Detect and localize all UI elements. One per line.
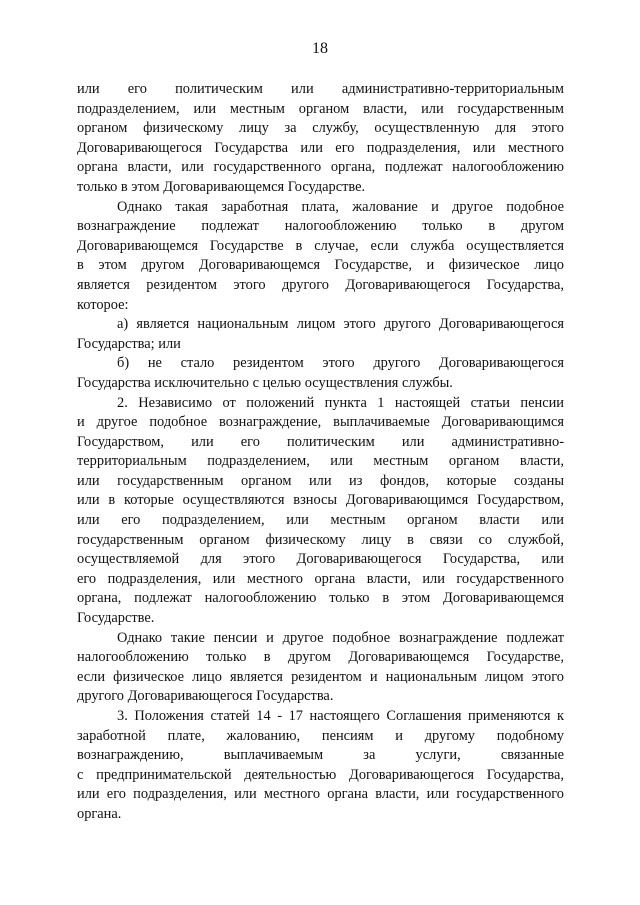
paragraph bbox=[77, 80, 564, 198]
text-line: вознаграждение подлежат налогообложению только в другом bbox=[77, 218, 564, 235]
document-body bbox=[77, 80, 564, 825]
paragraph bbox=[77, 707, 564, 825]
text-line: органа. bbox=[77, 805, 122, 822]
paragraph bbox=[77, 315, 564, 354]
text-line: Однако такая заработная плата, жалование и другое подобное bbox=[117, 198, 564, 215]
text-line: государственным органом физическому лицу в связи со службой, bbox=[77, 531, 564, 548]
text-line: или государственным органом или из фондов, которые созданы bbox=[77, 472, 564, 489]
text-line: 3. Положения статей 14 - 17 настоящего Соглашения применяются к bbox=[117, 708, 564, 724]
text-line: Договаривающемся Государстве в случае, если служба осуществляется bbox=[77, 237, 564, 254]
text-line: только в этом Договаривающемся Государстве. bbox=[77, 178, 366, 195]
text-line: территориальным подразделением, или местным органом власти, bbox=[77, 453, 564, 470]
text-line: Однако такие пенсии и другое подобное вознаграждение подлежат bbox=[117, 629, 564, 646]
text-line: или в которые осуществляются взносы Договаривающимся Государством, bbox=[77, 492, 564, 509]
text-line: 2. Независимо от положений пункта 1 настоящей статьи пенсии bbox=[117, 394, 564, 411]
text-line: органом физическому лицу за службу, осуществленную для этого bbox=[77, 120, 564, 137]
text-line: Государстве. bbox=[77, 610, 155, 627]
text-line: и другое подобное вознаграждение, выплачиваемые Договаривающимся bbox=[77, 414, 564, 431]
page-number: 18 bbox=[312, 40, 328, 57]
text-line: Государства исключительно с целью осуществления службы. bbox=[77, 374, 453, 391]
paragraph bbox=[77, 198, 564, 316]
text-line: является резидентом этого другого Договаривающегося Государства, bbox=[77, 276, 564, 293]
text-line: или его подразделением, или местным органом власти или bbox=[77, 512, 564, 529]
text-line: подразделением, или местным органом власти, или государственным bbox=[77, 100, 564, 117]
text-line: заработной плате, жалованию, пенсиям и другому подобному bbox=[77, 727, 564, 744]
text-line: а) является национальным лицом этого другого Договаривающегося bbox=[117, 316, 564, 333]
text-line: органа власти, или государственного органа, подлежат налогообложению bbox=[77, 159, 564, 176]
text-line: другого Договаривающегося Государства. bbox=[77, 688, 334, 705]
text-line: Договаривающегося Государства или его подразделения, или местного bbox=[77, 139, 564, 156]
text-line: которое: bbox=[77, 296, 129, 313]
text-line: Государством, или его политическим или административно- bbox=[77, 433, 564, 450]
text-line: его подразделения, или местного органа власти, или государственного bbox=[77, 570, 564, 587]
text-line: органа, подлежат налогообложению только в этом Договаривающемся bbox=[77, 590, 564, 607]
paragraph bbox=[77, 629, 564, 707]
text-line: Государства; или bbox=[77, 335, 181, 352]
text-line: или его подразделения, или местного органа власти, или государственного bbox=[77, 786, 564, 803]
text-line: вознаграждению, выплачиваемым за услуги, связанные bbox=[77, 747, 564, 764]
paragraph bbox=[77, 354, 564, 393]
text-line: в этом другом Договаривающемся Государстве, и физическое лицо bbox=[77, 257, 564, 274]
text-line: налогообложению только в другом Договаривающемся Государстве, bbox=[77, 649, 564, 666]
text-line: если физическое лицо является резидентом и национальным лицом этого bbox=[77, 668, 564, 685]
paragraph bbox=[77, 394, 564, 629]
text-line: с предпринимательской деятельностью Договаривающегося Государства, bbox=[77, 766, 564, 783]
text-line: или его политическим или административно-территориальным bbox=[77, 81, 564, 97]
text-line: осуществляемой для этого Договаривающегося Государства, или bbox=[77, 551, 564, 568]
text-line: б) не стало резидентом этого другого Договаривающегося bbox=[117, 355, 564, 372]
